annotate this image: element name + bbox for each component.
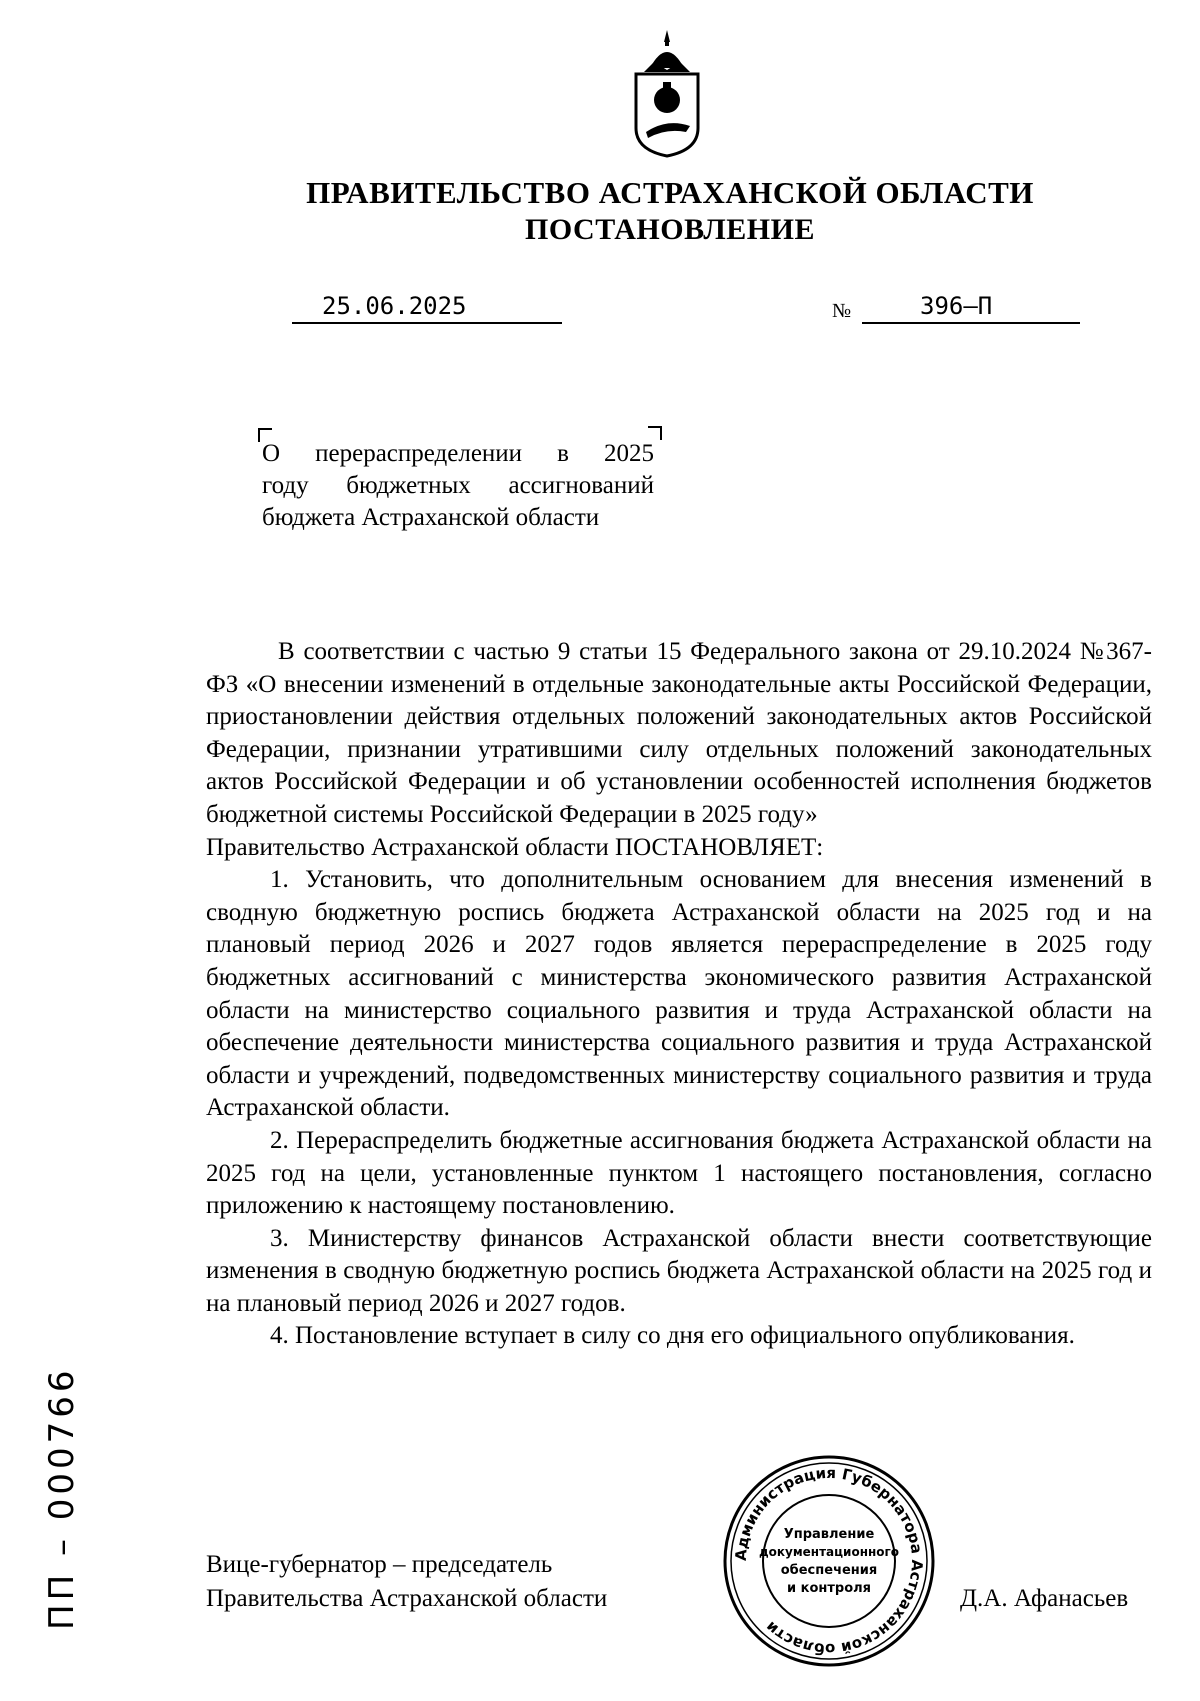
stamp-center-line: документационного (758, 1545, 900, 1559)
official-stamp (720, 1452, 938, 1670)
signatory-name: Д.А. Афанасьев (960, 1585, 1129, 1612)
item-paragraph: 2. Перераспределить бюджетные ассигнования бюджета Астраханской области на 2025 год на цели, установленные пунктом 1 настоящего постановления, согласно приложению к настоящему постановлению. (206, 1126, 1152, 1220)
document-subject (262, 438, 654, 534)
signatory-position (206, 1548, 607, 1616)
item-paragraph: 4. Постановление вступает в силу со дня его официального опубликования. (270, 1322, 1075, 1350)
subject-line: году бюджетных ассигнований (262, 472, 654, 499)
position-line: Правительства Астраханской области (206, 1585, 608, 1612)
stamp-center-line: Управление (783, 1527, 875, 1542)
astrakhan-coat-of-arms-icon (630, 28, 704, 158)
stamp-ring-text: Администрация Губернатора Астраханской области (731, 1463, 927, 1659)
subject-line: О перераспределении в 2025 (262, 440, 654, 467)
subject-line: бюджета Астраханской области (262, 504, 600, 531)
document-type: ПОСТАНОВЛЕНИЕ (525, 213, 815, 246)
stamp-center-line: обеспечения (780, 1563, 878, 1578)
organization-title: ПРАВИТЕЛЬСТВО АСТРАХАНСКОЙ ОБЛАСТИ (306, 175, 1034, 210)
document-number: 396–П (862, 290, 1080, 324)
item-paragraph: 3. Министерству финансов Астраханской области внести соответствующие изменения в сводную бюджетную роспись бюджета Астраханской области на 2025 год и на плановый период 2026 и 2027 годов. (206, 1224, 1152, 1317)
number-sign: № (832, 300, 852, 322)
resolves-line: Правительство Астраханской области ПОСТАНОВЛЯЕТ: (206, 833, 824, 861)
preamble-paragraph: В соответствии с частью 9 статьи 15 Федерального закона от 29.10.2024 №367-ФЗ «О внесении изменений в отдельные законодательные акты Российской Федерации, приостановлении действия отдельных положений законодательных актов Российской Федерации, признании утратившими силу отдельных положений законодательных актов Российской Федерации и об установлении особенностей исполнения бюджетов бюджетной системы Российской Федерации в 2025 году» (206, 638, 1152, 828)
stamp-center-line: и контроля (786, 1581, 872, 1596)
registration-code: ПП – 000766 (42, 1366, 82, 1630)
document-date: 25.06.2025 (292, 290, 562, 324)
position-line: Вице-губернатор – председатель (206, 1551, 553, 1578)
document-body (206, 636, 1152, 1353)
svg-text:Администрация Губернатора Астр (732, 1464, 926, 1658)
item-paragraph: 1. Установить, что дополнительным основанием для внесения изменений в сводную бюджетную роспись бюджета Астраханской области на 2025 год и на плановый период 2026 и 2027 годов является перераспределение в 2025 году бюджетных ассигнований с министерства экономического развития Астраханской области на министерство социального развития и труда Астраханской области на обеспечение деятельности министерства социального развития и труда Астраханской области и учреждений, подведомственных министерству социального развития и труда Астраханской области. (206, 866, 1152, 1122)
